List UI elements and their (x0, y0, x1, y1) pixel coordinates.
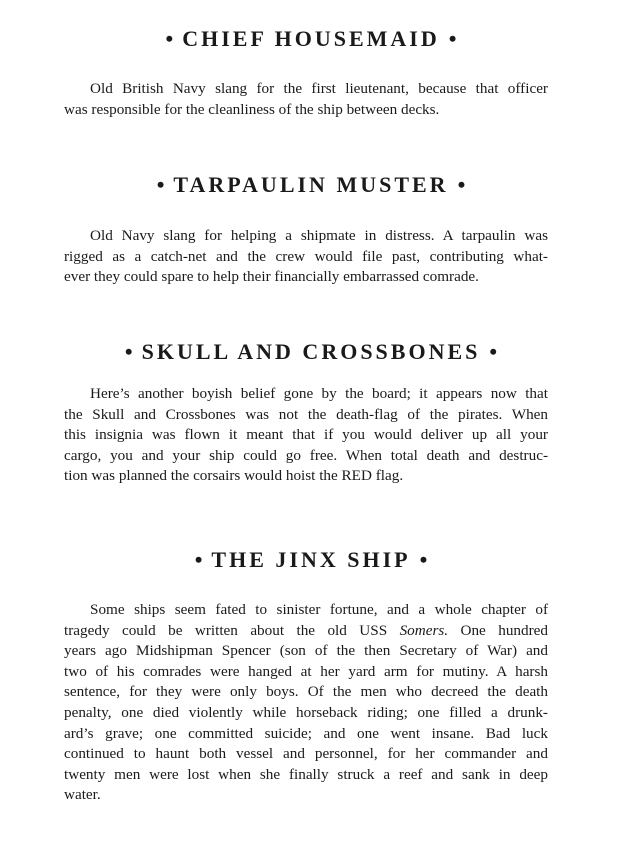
text-line: tion was planned the corsairs would hoist the RED flag. (64, 467, 404, 485)
bullet-right: • (448, 26, 457, 51)
bullet-left: • (156, 172, 165, 197)
text-run: One hundred (448, 621, 548, 639)
heading-tarpaulin-muster (0, 172, 622, 198)
heading-text: TARPAULIN MUSTER (173, 172, 449, 197)
text-line: Here’s another boyish belief gone by the board; it appears now that (90, 385, 548, 402)
text-line: rigged as a catch-net and the crew would file past, contributing what- (64, 247, 548, 265)
text-line: two of his comrades were hanged at her yard arm for mutiny. A harsh (64, 662, 548, 680)
paragraph-tarpaulin-muster (64, 226, 548, 288)
text-line: ard’s grave; one committed suicide; and one went insane. Bad luck (64, 724, 548, 742)
text-line: was responsible for the cleanliness of the ship between decks. (64, 100, 440, 118)
text-line: the Skull and Crossbones was not the death-flag of the pirates. When (64, 405, 548, 423)
paragraph-skull-and-crossbones (64, 384, 548, 487)
text-line: this insignia was flown it meant that if you would deliver up all your (64, 426, 548, 444)
bullet-left: • (165, 26, 174, 51)
heading-text: SKULL AND CROSSBONES (141, 339, 481, 364)
text-line: Some ships seem fated to sinister fortune, and a whole chapter of (90, 601, 548, 618)
text-line: sentence, for they were only boys. Of the men who decreed the death (64, 683, 548, 701)
bullet-right: • (457, 172, 466, 197)
heading-text: THE JINX SHIP (211, 547, 411, 572)
text-run: tragedy could be written about the old USS (64, 621, 400, 639)
text-line: ever they could spare to help their financially embarrassed comrade. (64, 268, 479, 286)
heading-skull-and-crossbones (0, 339, 622, 365)
text-line: continued to haunt both vessel and personnel, for her commander and (64, 745, 548, 763)
heading-text: CHIEF HOUSEMAID (182, 26, 440, 51)
bullet-right: • (419, 547, 428, 572)
text-line (64, 621, 548, 642)
heading-the-jinx-ship (0, 547, 622, 573)
paragraph-the-jinx-ship (64, 600, 548, 806)
text-line: twenty men were lost when she finally struck a reef and sank in deep (64, 765, 548, 783)
text-line: cargo, you and your ship could go free. When total death and destruc- (64, 446, 548, 464)
text-line: Old British Navy slang for the first lieutenant, because that officer (90, 80, 548, 97)
text-line: penalty, one died violently while horseback riding; one filled a drunk- (64, 703, 548, 721)
bullet-left: • (194, 547, 203, 572)
text-line: water. (64, 786, 101, 804)
bullet-left: • (124, 339, 133, 364)
text-line: Old Navy slang for helping a shipmate in distress. A tarpaulin was (90, 227, 548, 244)
paragraph-chief-housemaid (64, 79, 548, 120)
heading-chief-housemaid (0, 26, 622, 52)
bullet-right: • (489, 339, 498, 364)
ship-name-somers: Somers. (399, 621, 449, 639)
text-line: years ago Midshipman Spencer (son of the then Secretary of War) and (64, 642, 548, 660)
